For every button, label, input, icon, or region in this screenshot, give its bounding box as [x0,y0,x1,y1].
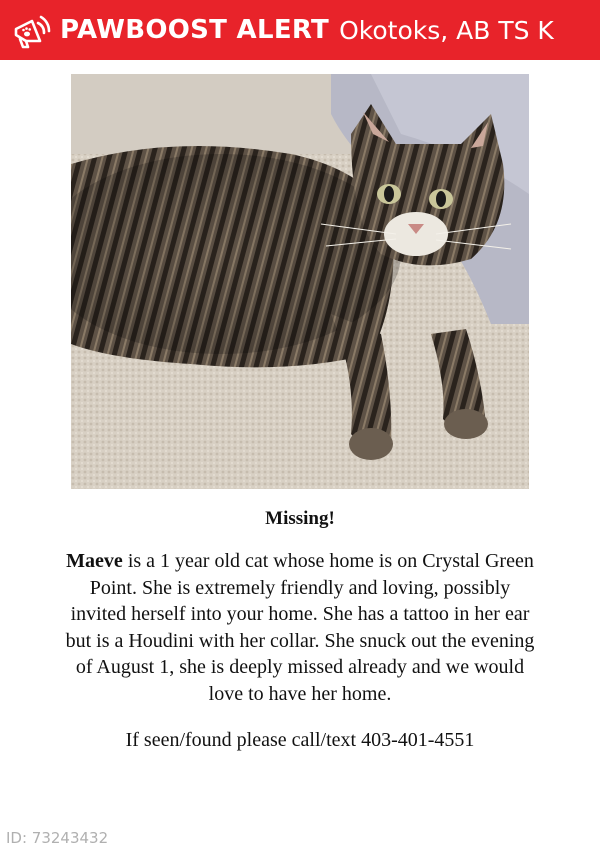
brand-title: PAWBOOST ALERT [60,15,330,45]
alert-location: Okotoks, AB TS K [339,15,554,45]
pet-name: Maeve [66,550,123,572]
cat-photo [71,74,529,489]
post-heading: Missing! [265,508,335,529]
post-content [60,508,540,754]
megaphone-paw-icon [10,9,52,51]
post-description [60,548,540,707]
alert-banner [0,0,600,60]
description-text: is a 1 year old cat whose home is on Crystal Green Point. She is extremely friendly and loving, possibly invited herself into your home. She has a tattoo in her ear but is a Houdini with her collar. She snuck out the evening of August 1, she is deeply missed already and we would love to have her home. [65,550,535,705]
contact-info: If seen/found please call/text 403-401-4551 [125,729,475,751]
alert-id: ID: 73243432 [6,829,109,847]
